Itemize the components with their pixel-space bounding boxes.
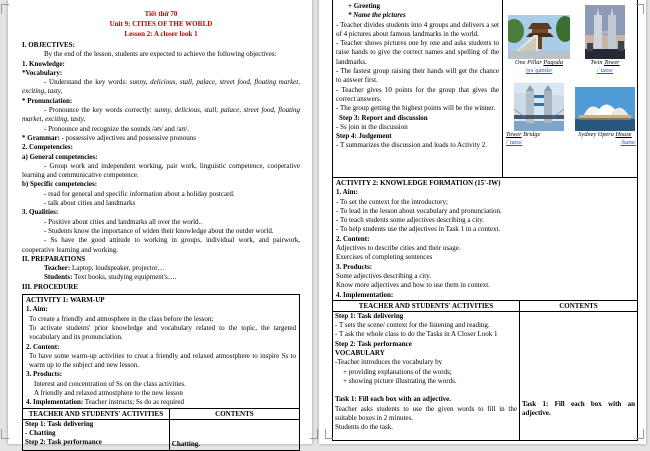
- figure-tower-bridge: [506, 77, 572, 147]
- table-header-row: [23, 408, 300, 419]
- warmup-continuation-table: [332, 0, 638, 178]
- col-header-activities: TEACHER AND STUDENTS' ACTIVITIES: [23, 408, 170, 419]
- caption-one-pillar-pagoda: One Pillar Pagoda /pəˈɡaʊdə/: [515, 59, 563, 74]
- caption-tower-bridge: Tower Bridge /ˈtaʊə/: [506, 131, 541, 146]
- sydney-opera-house-photo: [575, 87, 635, 131]
- col-header-contents: CONTENTS: [169, 408, 299, 419]
- col-header-contents: CONTENTS: [520, 300, 638, 311]
- sydney-opera-house-image: [574, 77, 636, 131]
- margin-mark: [325, 429, 333, 439]
- activity2-table: [332, 300, 638, 441]
- contents-cell: Chatting.: [169, 419, 299, 450]
- activity2-box: [332, 177, 638, 301]
- margin-mark: [310, 429, 318, 439]
- figure-sydney-opera-house: [574, 77, 636, 147]
- one-pillar-pagoda-photo: [508, 15, 570, 59]
- table-row: [333, 311, 638, 440]
- activity1-box: [22, 294, 300, 409]
- figure-twin-tower: [574, 3, 636, 75]
- warmup-activities-cell: + Greeting * Name the pictures - Teacher divides students into 4 groups and delivers a set of 4 pictures about famous landmarks in the world. - Teacher shows pictures one by one and asks students to raise hands to give the correct names and spelling of the landmarks. - The fastest group raising their hands will get the chance to answer first. - Teacher gives 10 points for the group that gives the correct answers. - The group getting the highest points will be the winner. Step 3: Report and discussion - Ss join in the discussion Step 4: Judgement - T summarizes the discussion and leads to Activity 2.: [333, 0, 503, 177]
- activity1-table: [22, 408, 300, 451]
- activity2-text: ACTIVITY 2: KNOWLEDGE FORMATION (15'-IW) 1. Aim: - To set the context for the introductory; - To lead in the lesson about vocabulary and pronunciation. - To teach students some adjectives describing a city. - To help students use the adjectives in Task 1 in a context. 2. Content: Adjectives to describe cities and their usage. Exercises of completing sentences 3. Products: Some adjectives describing a city. Know more adjectives and how to use them in context. 4. Implementation:: [336, 179, 502, 299]
- margin-mark: [636, 429, 644, 439]
- col-header-activities: TEACHER AND STUDENTS' ACTIVITIES: [333, 300, 520, 311]
- margin-mark: [1, 4, 9, 14]
- lesson-header: Tiết thứ 70 Unit 9: CITIES OF THE WORLD Lesson 2: A closer look 1: [109, 10, 213, 38]
- contents-cell: Task 1: Fill each box with an adjective.: [520, 311, 638, 440]
- activities-cell: Step 1: Task delivering - Chatting Step 2: Task performance: [23, 419, 170, 450]
- table-row: [23, 419, 300, 450]
- activities-cell: Step 1: Task delivering - T sets the scene/ context for the listening and reading. - T ask the whole class to do the Tasks in A Closer Look 1 Step 2: Task performance VOCABULARY -Teacher introduces the vocabulary by + providing explanations of the words; + showing picture illustrating the words. Task 1: Fill each box with an adjective. Teacher asks students to use the given words to fill in the suitable boxes in 2 minutes. Students do the task.: [333, 311, 520, 440]
- page-left: [8, 0, 312, 449]
- one-pillar-pagoda-image: [506, 3, 572, 59]
- warmup-contents-cell: [503, 0, 637, 177]
- tower-bridge-image: [506, 77, 572, 131]
- objectives-section: I. OBJECTIVES: By the end of the lesson, students are expected to achieve the following objectives: 1. Knowledge: *Vocabulary: - Understand the key words: sunny, delicious, stall, palace, street food, floating market, exciting, tasty, * Pronunciation: - Pronounce the key words correctly: sunny, delicious, stall, palace, street food, floating market, exciting, tasty, - Pronounce and recognize the sounds /əʊ/ and /aʊ/. * Grammar: - possessive adjectives and possessive pronouns 2. Competencies: a) General competencies: - Group work and independent working, pair work, linguistic competence, cooperative learning and communicative competence. b) Specific competencies: - read for general and specific information about a holiday postcard. - talk about cities and landmarks 3. Qualities: - Positive about cities and landmarks all over the world.. - Students know the importance of widen their knowledge about the outder world. - Ss have the good attitude to working in groups, individual work, and pairwork, cooperative learning and working. II. PREPARATIONS Teacher: Laptop, loudspeaker, projector… Students: Text books, studying equipment's…. III. PROCEDURE: [22, 41, 300, 291]
- landmark-pictures: [506, 3, 636, 147]
- table-header-row: [333, 300, 638, 311]
- margin-mark: [1, 429, 9, 439]
- twin-tower-image: [574, 3, 636, 59]
- twin-tower-photo: [585, 5, 625, 59]
- page-right: [319, 0, 646, 444]
- caption-twin-tower: Twin Tower /ˈtaʊə/: [590, 59, 620, 74]
- margin-mark: [636, 4, 644, 14]
- activity1-text: ACTIVITY 1: WARM-UP 1. Aim: To create a friendly and atmosphere in the class before the lesson; To activate students' prior knowledge and vocabulary related to the topic, the targeted vocabulary and its pronunciation. 2. Content: To have some warm-up activities to creat a friendly and relaxed atmostphere to inspire Ss to warm up to the subject and new lesson. 3. Products: Interest and concentration of Ss on the class activities. A friendly and relaxed atmostphere to the new lesson 4. Implementation: Teacher instructs; Ss do as required: [26, 296, 296, 407]
- tower-bridge-photo: [514, 83, 564, 131]
- caption-sydney-opera-house: Sydney Opera House /haʊs/: [578, 131, 636, 146]
- activity2-table-wrap: [332, 300, 638, 441]
- figure-one-pillar-pagoda: [506, 3, 572, 75]
